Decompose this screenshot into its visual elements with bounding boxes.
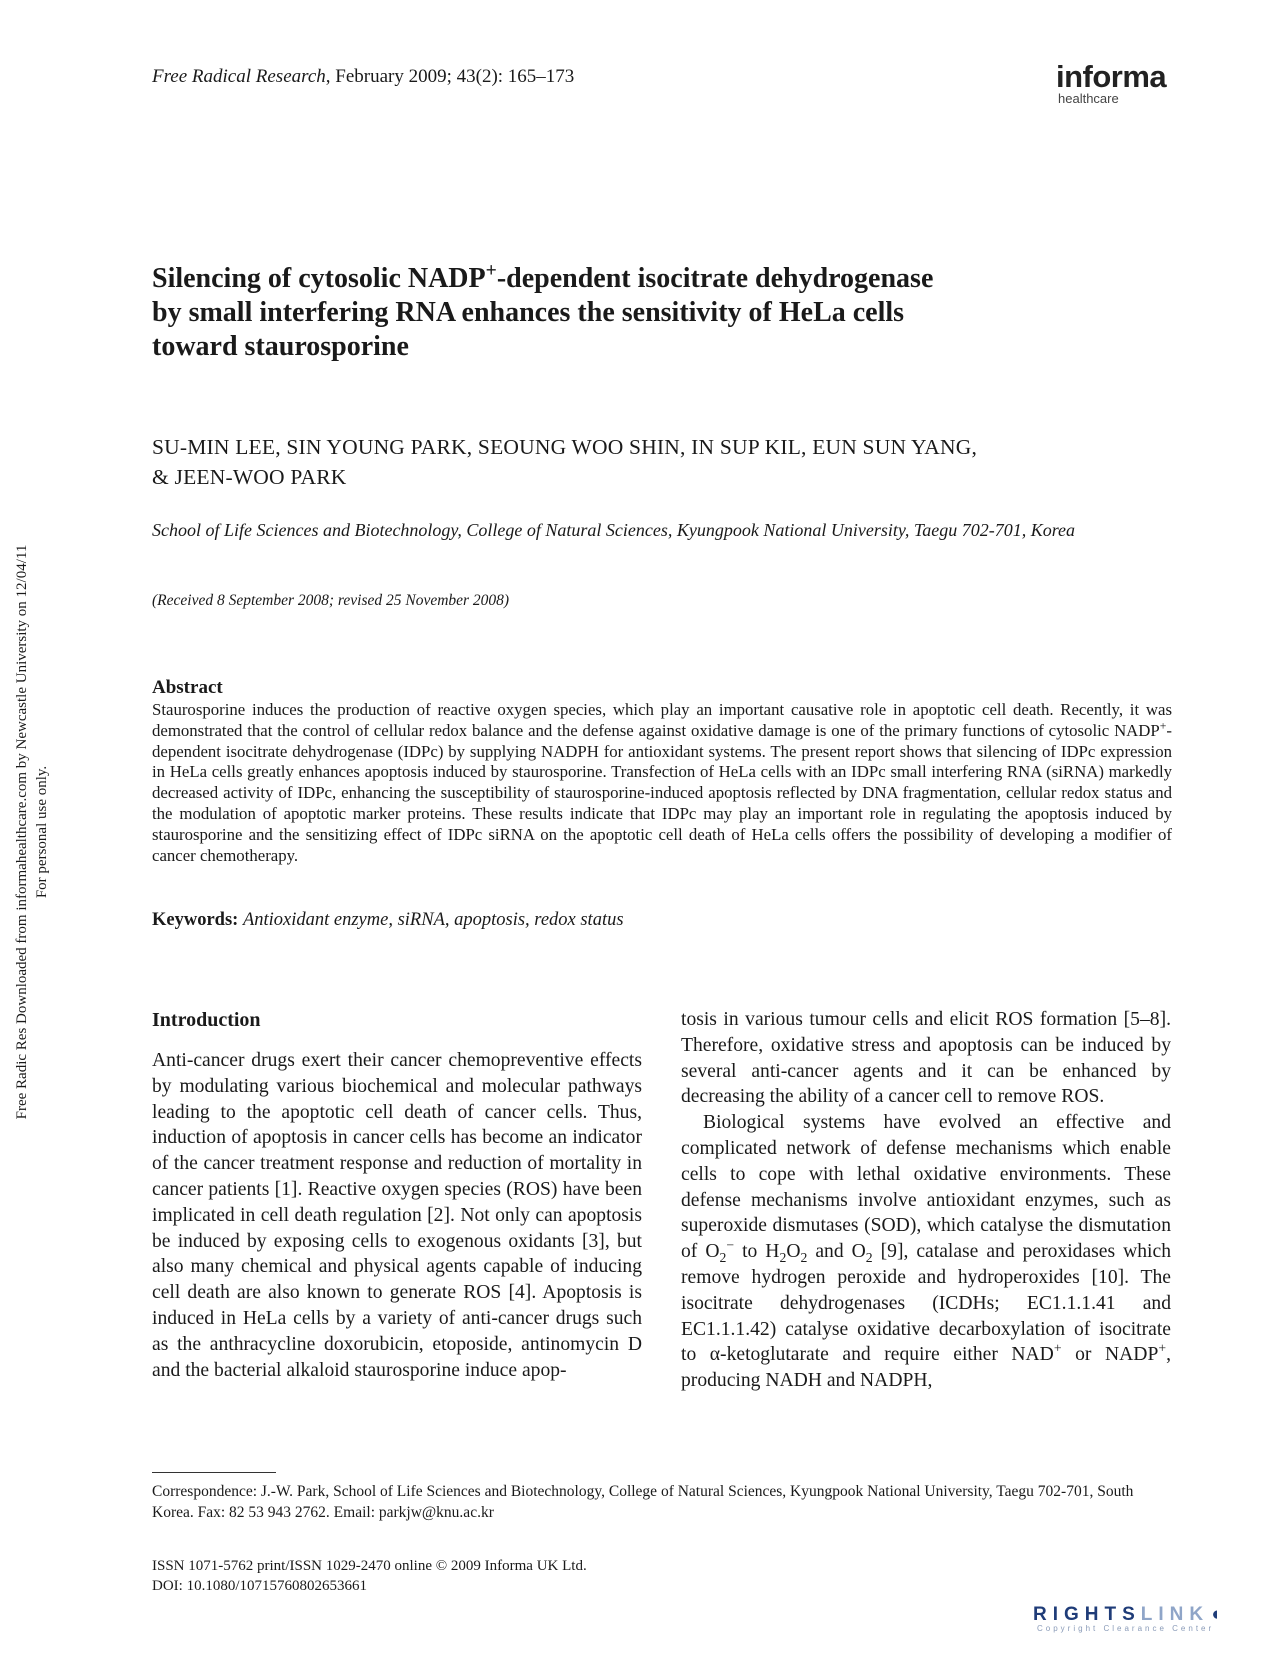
correspondence-note: Correspondence: J.-W. Park, School of Life Sciences and Biotechnology, College of Natural Sciences, Kyungpook National University, Taegu 702-701, South Korea. Fax: 82 53 943 2762. Email: parkjw@knu.ac.kr: [152, 1483, 1134, 1521]
body-column-left: [152, 1048, 642, 1383]
title-line-1-end: -dependent isocitrate dehydrogenase: [496, 263, 934, 294]
doi-line: DOI: 10.1080/10715760802653661: [152, 1578, 367, 1594]
intro-paragraph-1-cont: tosis in various tumour cells and elicit ROS formation [5–8]. Therefore, oxidative stress and apoptosis can be induced by several anti-cancer agents and it can be enhanced by decreasing the ability of a cancer cell to remove ROS.: [681, 1009, 1171, 1108]
abstract-text: [152, 700, 1172, 866]
download-watermark: [12, 502, 52, 1162]
watermark-line-1: Free Radic Res Downloaded from informahealthcare.com by Newcastle University on 12/04/11: [14, 544, 30, 1120]
keywords: [152, 910, 624, 931]
title-line-1: Silencing of cytosolic NADP: [152, 263, 486, 294]
article-title: [152, 262, 1172, 364]
logo-main: informa: [1056, 59, 1167, 94]
authors-line-2: & JEEN-WOO PARK: [152, 465, 347, 489]
author-list: [152, 432, 1172, 492]
abstract-heading: Abstract: [152, 677, 223, 698]
issn-line: ISSN 1071-5762 print/ISSN 1029-2470 online © 2009 Informa UK Ltd.: [152, 1558, 587, 1574]
rightslink-logo[interactable]: [1033, 1604, 1227, 1633]
journal-issue: , February 2009; 43(2): 165–173: [325, 66, 575, 87]
journal-citation: [152, 66, 574, 88]
authors-line-1: SU-MIN LEE, SIN YOUNG PARK, SEOUNG WOO SHIN, IN SUP KIL, EUN SUN YANG,: [152, 435, 978, 459]
keywords-values: Antioxidant enzyme, siRNA, apoptosis, redox status: [242, 910, 624, 930]
rightslink-icon: ◖: [1209, 1604, 1227, 1625]
footnote-divider: [152, 1472, 276, 1473]
intro-paragraph-2: Biological systems have evolved an effective and complicated network of defense mechanisms which enable cells to cope with lethal oxidative environments. These defense mechanisms involve antioxidant enzymes, such as superoxide dismutases (SOD), which catalyse the dismutation of $O_2^-$ to $H_2O_2$ and $O_2$ [9], catalase and peroxidases which remove hydrogen peroxide and hydroperoxides [10]. The isocitrate dehydrogenases (ICDHs; EC1.1.1.41 and EC1.1.1.42) catalyse oxidative decarboxylation of isocitrate to α-ketoglutarate and require either NAD+ or NADP+, producing NADH and NADPH,: [681, 1112, 1172, 1392]
rightslink-dark: RIGHTS: [1033, 1604, 1141, 1625]
affiliation: School of Life Sciences and Biotechnology, College of Natural Sciences, Kyungpook National University, Taegu 702-701, Korea: [152, 520, 1076, 540]
rightslink-subtitle: Copyright Clearance Center: [1037, 1624, 1215, 1633]
rightslink-light: LINK: [1140, 1604, 1210, 1625]
title-line-3: toward staurosporine: [152, 331, 409, 362]
issn-block: [152, 1556, 587, 1596]
body-column-right: [681, 1007, 1171, 1394]
received-dates: (Received 8 September 2008; revised 25 November 2008): [152, 592, 510, 609]
abstract-part-2: -dependent isocitrate dehydrogenase (IDPc) by supplying NADPH for antioxidant systems. The present report shows that silencing of IDPc expression in HeLa cells greatly enhances apoptosis induced by staurosporine. Transfection of HeLa cells with an IDPc small interfering RNA (siRNA) markedly decreased activity of IDPc, enhancing the susceptibility of staurosporine-induced apoptosis reflected by DNA fragmentation, cellular redox status and the modulation of apoptotic marker proteins. These results indicate that IDPc may play an important role in regulating the apoptosis induced by staurosporine and the sensitizing effect of IDPc siRNA on the apoptotic cell death of HeLa cells offers the possibility of developing a modifier of cancer chemotherapy.: [152, 720, 1172, 865]
abstract-part-1: Staurosporine induces the production of reactive oxygen species, which play an important causative role in apoptotic cell death. Recently, it was demonstrated that the control of cellular redox balance and the defense against oxidative damage is one of the primary functions of cytosolic NADP: [152, 700, 1172, 740]
publisher-logo: [1056, 59, 1176, 106]
introduction-heading: Introduction: [152, 1009, 261, 1031]
abstract-superscript: +: [1159, 719, 1167, 733]
logo-sub: healthcare: [1058, 91, 1119, 106]
intro-paragraph-1: Anti-cancer drugs exert their cancer chemopreventive effects by modulating various biochemical and molecular pathways leading to the apoptotic cell death of cancer cells. Thus, induction of apoptosis in cancer cells has become an indicator of the cancer treatment response and reduction of mortality in cancer patients [1]. Reactive oxygen species (ROS) have been implicated in cell death regulation [2]. Not only can apoptosis be induced by exposing cells to exogenous oxidants [3], but also many chemical and physical agents capable of inducing cell death are also known to generate ROS [4]. Apoptosis is induced in HeLa cells by a variety of anti-cancer drugs such as the anthracycline doxorubicin, etoposide, antinomycin D and the bacterial alkaloid staurosporine induce apop-: [152, 1050, 642, 1381]
journal-name: Free Radical Research: [152, 66, 326, 87]
keywords-label: Keywords:: [152, 910, 239, 930]
title-line-2: by small interfering RNA enhances the sensitivity of HeLa cells: [152, 297, 905, 328]
title-superscript: +: [485, 260, 497, 282]
watermark-line-2: For personal use only.: [34, 765, 50, 899]
